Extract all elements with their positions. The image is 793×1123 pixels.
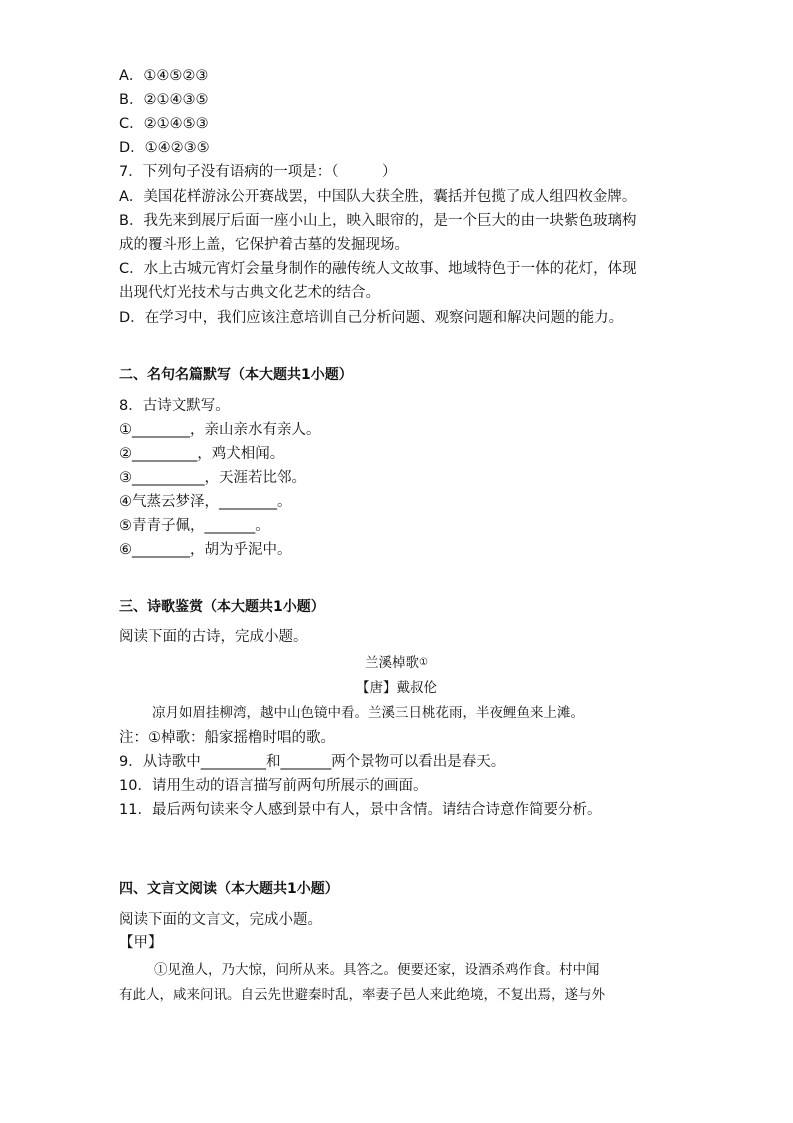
q10: 10．请用生动的语言描写前两句所展示的画面。 [119,778,428,794]
q8-item-6: ⑥________，胡为乎泥中。 [119,542,292,558]
q11: 11．最后两句读来令人感到景中有人，景中含情。请结合诗意作简要分析。 [119,802,602,818]
q8-item-3: ③__________，天涯若比邻。 [119,470,306,486]
q8-item-5: ⑤青青子佩，_______。 [119,518,270,534]
section3-intro: 阅读下面的古诗，完成小题。 [119,629,308,645]
q7-line-a: A．美国花样游泳公开赛战罢，中国队大获全胜，囊括并包揽了成人组四枚金牌。 [119,189,637,205]
q7-line-b2: 成的覆斗形上盖，它保护着古墓的发掘现场。 [119,237,409,253]
q6-option-c: C．②①④⑤③ [119,116,209,132]
poem-title: 兰溪棹歌 [365,655,420,671]
poem-author: 【唐】戴叔伦 [356,680,437,696]
q6-option-b: B．②①④③⑤ [119,92,209,108]
classical-text-line-2: 有此人，咸来问讯。自云先世避秦时乱，率妻子邑人来此绝境，不复出焉，遂与外 [119,987,605,1003]
part-label-jia: 【甲】 [119,935,163,951]
q8-stem: 8．古诗文默写。 [119,398,230,414]
section2-heading: 二、名句名篇默写（本大题共1小题） [119,367,353,383]
q6-option-a: A．①④⑤②③ [119,68,209,84]
q8-item-2: ②_________，鸡犬相闻。 [119,446,285,462]
section4-heading: 四、文言文阅读（本大题共1小题） [119,881,339,897]
q8-item-4: ④气蒸云梦泽，________。 [119,494,292,510]
q7-stem: 7．下列句子没有语病的一项是：（ ） [119,164,397,180]
q9: 9．从诗歌中_________和_______两个景物可以看出是春天。 [119,754,506,770]
section3-heading: 三、诗歌鉴赏（本大题共1小题） [119,599,325,615]
poem-title-footnote-mark: ① [419,657,428,668]
poem-note: 注：①棹歌：船家摇橹时唱的歌。 [119,730,335,746]
q6-option-d: D．①④②③⑤ [119,140,210,156]
poem-body: 凉月如眉挂柳湾，越中山色镜中看。兰溪三日桃花雨，半夜鲤鱼来上滩。 [152,705,584,721]
q7-line-c2: 出现代灯光技术与古典文化艺术的结合。 [119,285,380,301]
q8-item-1: ①________，亲山亲水有亲人。 [119,422,321,438]
section4-intro: 阅读下面的文言文，完成小题。 [119,912,322,928]
poem-title-line [0,653,793,673]
classical-text-line-1: ①见渔人，乃大惊，问所从来。具答之。便要还家，设酒杀鸡作食。村中闻 [154,962,600,978]
q7-line-d: D．在学习中，我们应该注意培训自己分析问题、观察问题和解决问题的能力。 [119,310,624,326]
q7-line-c1: C．水上古城元宵灯会量身制作的融传统人文故事、地域特色于一体的花灯，体现 [119,261,637,277]
q7-line-b1: B．我先来到展厅后面一座小山上，映入眼帘的，是一个巨大的由一块紫色玻璃构 [119,213,637,229]
